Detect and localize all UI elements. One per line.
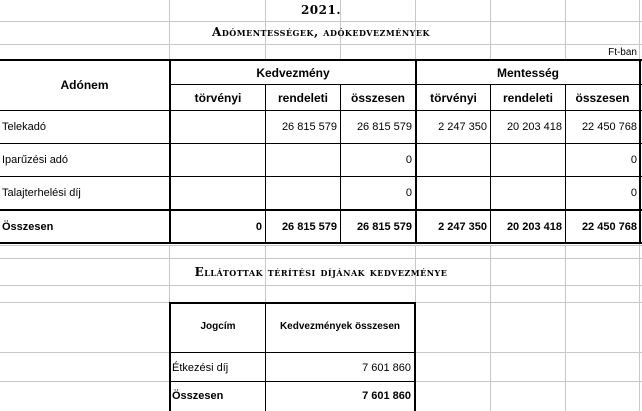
table-cell: 0 [630, 187, 637, 199]
col-header-adonem: Adónem [60, 78, 109, 92]
row-label-etkezesi-dij: Étkezési díj [172, 362, 229, 374]
grid-line [0, 258, 642, 259]
subcol-header: rendeleti [502, 91, 553, 105]
subcol-header: összesen [350, 91, 406, 105]
table-cell: 20 203 418 [506, 121, 562, 133]
table-border [0, 209, 642, 211]
table-border [169, 302, 171, 411]
grid-line [0, 44, 642, 45]
table-cell: 7 601 860 [362, 362, 411, 374]
page-title: Adómentességek, adókedvezmények [212, 25, 430, 39]
table-cell: 26 815 579 [281, 121, 337, 133]
row-label-iparuzesi-ado: Iparűzési adó [2, 154, 69, 166]
row-label-total: Összesen [2, 221, 54, 233]
table-border [0, 176, 642, 177]
total-cell: 7 601 860 [362, 390, 411, 402]
grid-line [0, 21, 642, 22]
table-border [169, 381, 416, 382]
row-label-total: Összesen [172, 390, 224, 402]
section-title: Ellátottak térítési díjának kedvezménye [194, 265, 448, 279]
subcol-header: törvényi [194, 91, 242, 105]
grid-line [0, 245, 642, 246]
total-cell: 26 815 579 [281, 221, 337, 233]
col-header-jogcim: Jogcím [200, 321, 236, 332]
table-border [639, 59, 641, 244]
unit-label: Ft-ban [608, 47, 637, 58]
subcol-header: összesen [575, 91, 630, 105]
table-border [414, 302, 416, 411]
group-header-mentesseg: Mentesség [496, 66, 560, 80]
total-cell: 26 815 579 [356, 221, 412, 233]
table-cell: 0 [405, 154, 412, 166]
row-label-talajterhelesi-dij: Talajterhelési díj [2, 187, 81, 199]
table-border [169, 59, 171, 244]
col-header-kedvezmenyek-osszesen: Kedvezmények összesen [279, 321, 401, 332]
table-border [0, 110, 642, 111]
group-header-kedvezmeny: Kedvezmény [256, 66, 330, 80]
total-cell: 0 [255, 221, 262, 233]
subcol-header: törvényi [430, 91, 477, 105]
grid-line [0, 285, 642, 286]
table-cell: 0 [405, 187, 412, 199]
table-border [169, 302, 416, 304]
table-cell: 2 247 350 [438, 121, 487, 133]
table-border [415, 59, 417, 244]
table-cell: 26 815 579 [356, 121, 412, 133]
table-border [0, 59, 642, 61]
row-label-telekado: Telekadó [2, 121, 47, 133]
total-cell: 2 247 350 [438, 221, 487, 233]
year-label: 2021. [300, 3, 342, 17]
table-cell: 22 450 768 [581, 121, 637, 133]
table-border [0, 143, 642, 144]
total-cell: 22 450 768 [581, 221, 637, 233]
table-border [169, 352, 416, 353]
table-cell: 0 [630, 154, 637, 166]
total-cell: 20 203 418 [506, 221, 562, 233]
table-border [169, 84, 642, 85]
subcol-header: rendeleti [277, 91, 328, 105]
table-border [0, 242, 642, 244]
